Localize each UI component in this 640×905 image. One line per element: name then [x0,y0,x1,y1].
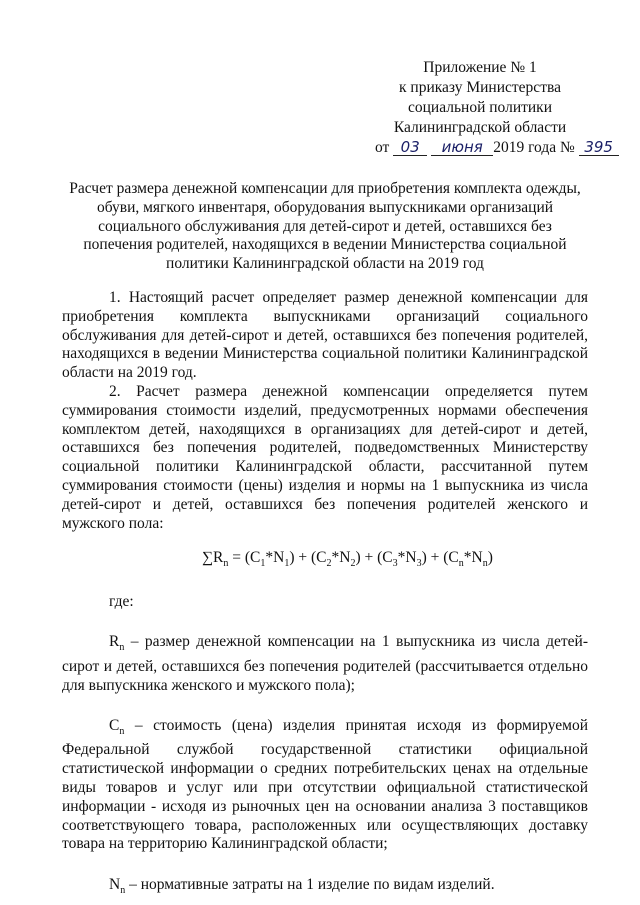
formula-sub: n [223,558,229,570]
formula-sub: n [458,558,464,570]
formula-term: *N [265,549,285,567]
formula-term: ) [289,549,295,567]
definition-sub: n [119,725,125,737]
order-reference: к приказу Министерства [399,79,561,96]
formula-plus: + [360,549,378,567]
formula-lhs: ∑R [202,549,224,567]
formula-plus: + [426,549,444,567]
formula-sub: n [482,558,488,570]
formula-sub: 3 [392,558,398,570]
formula-sub: 1 [260,558,266,570]
appendix-header [375,58,613,158]
formula [202,549,588,574]
formula-term: (C [377,549,393,567]
formula-term: (C [443,549,459,567]
definition-text: – нормативные затраты на 1 изделие по видам изделий. [125,876,495,894]
formula-term: (C [311,549,327,567]
formula-sub: 3 [416,558,422,570]
paragraph-2: 2. Расчет размера денежной компенсации определяется путем суммирования стоимости изделий, предусмотренных нормами обеспечения комплектом детей, находящихся в организациях для детей-сирот и детей, оставшихся без попечения родителей, подведомственных Министерству социальной политики Калининградской области, рассчитанной путем суммирования стоимости (цены) изделия и нормы на 1 выпускника из числа детей-сирот и детей, оставшихся без попечения родителей женского и мужского пола: [62,382,588,532]
document-body [62,289,588,901]
definition-symbol: C [109,716,120,734]
definition-sub: n [119,642,125,654]
formula-eq: = [228,549,245,567]
handwritten-order-number: 395 [579,139,619,156]
region-name: Калининградской области [393,119,567,136]
handwritten-month: июня [431,139,493,156]
formula-term: *N [331,549,351,567]
formula-term: ) [487,549,493,567]
definition-rn [62,633,588,695]
formula-term: ) [355,549,361,567]
formula-term: (C [244,549,261,567]
formula-term: ) [421,549,427,567]
definition-text: – размер денежной компенсации на 1 выпускника из числа детей-сирот и детей, оставшихся без попечения родителей (рассчитывается отдельно для выпускника женского и мужского пола); [62,633,588,694]
ministry-name: социальной политики [407,99,553,116]
paragraph-1: 1. Настоящий расчет определяет размер денежной компенсации для приобретения комплекта выпускниками организаций социального обслуживания для детей-сирот и детей, оставшихся без попечения родителей, находящихся в ведении Министерства социальной политики Калининградской области на 2019 год. [62,289,588,382]
formula-term: *N [463,549,483,567]
formula-term: *N [397,549,417,567]
formula-sub: 2 [326,558,332,570]
where-label: где: [109,593,134,611]
handwritten-day: 03 [393,139,427,156]
formula-sub: 2 [350,558,356,570]
appendix-number: Приложение № 1 [423,59,537,76]
order-date-line [375,138,613,158]
from-prefix: от [375,139,390,156]
formula-plus: + [294,549,312,567]
year-text: 2019 года № [493,139,575,156]
definition-text: – стоимость (цена) изделия принятая исходя из формируемой Федеральной службой государственной статистики официальной статистической информации о средних потребительских ценах на отдельные виды товаров и услуг или при отсутствии официальной статистической информации - исходя из рыночных цен на основании анализа 3 поставщиков соответствующего товара, расположенных или осуществляющих доставку товара на территорию Калининградской области; [62,716,588,853]
definition-symbol: R [109,633,120,651]
definition-nn [62,876,588,901]
formula-sub: 1 [284,558,290,570]
definition-symbol: N [109,876,121,894]
definition-sub: n [120,885,126,897]
definition-cn [62,717,588,855]
document-title: Расчет размера денежной компенсации для приобретения комплекта одежды, обуви, мягкого инвентаря, оборудования выпускниками организаций социального обслуживания для детей-сирот и детей, оставшихся без попечения родителей, находящихся в ведении Министерства социальной политики Калининградской области на 2019 год [69,180,581,273]
